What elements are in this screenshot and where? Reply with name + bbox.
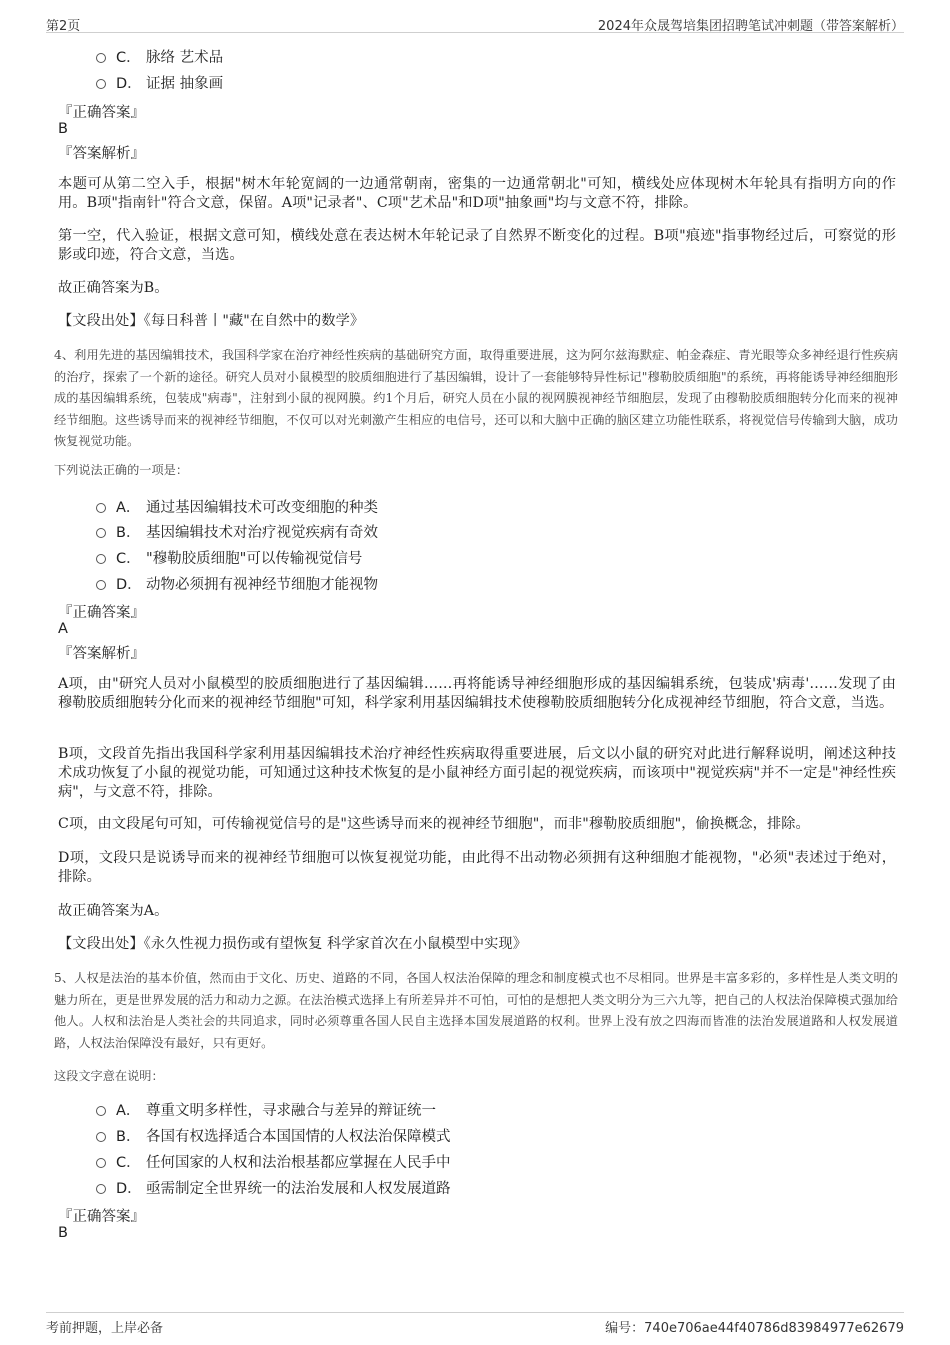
radio-icon[interactable] [96, 79, 106, 89]
question-prompt: 下列说法正确的一项是： [54, 463, 189, 477]
q5-option-c[interactable]: C． 任何国家的人权和法治根基都应掌握在人民手中 [96, 1150, 451, 1172]
document-id: 编号：740e706ae44f40786d83984977e62679 [605, 1321, 904, 1336]
answer-label: 『正确答案』 [58, 605, 145, 621]
source-citation: 【文段出处】《每日科普丨"藏"在自然中的数学》 [58, 313, 365, 329]
option-text: 任何国家的人权和法治根基都应掌握在人民手中 [146, 1154, 451, 1171]
radio-icon[interactable] [96, 1184, 106, 1194]
option-text: 各国有权选择适合本国国情的人权法治保障模式 [146, 1128, 451, 1145]
analysis-paragraph: B项，文段首先指出我国科学家利用基因编辑技术治疗神经性疾病取得重要进展，后文以小鼠的研究对此进行解释说明，阐述这种技术成功恢复了小鼠的视觉功能，可知通过这种技术恢复的是小鼠神经方面引起的视觉疾病，而该项中"视觉疾病"并不一定是"神经性疾病"，与文意不符，排除。 [58, 746, 896, 800]
option-text: "穆勒胶质细胞"可以传输视觉信号 [146, 550, 363, 567]
radio-icon[interactable] [96, 528, 106, 538]
question-text: 5、人权是法治的基本价值，然而由于文化、历史、道路的不同，各国人权法治保障的理念和制度模式也不尽相同。世界是丰富多彩的，多样性是人类文明的魅力所在，更是世界发展的活力和动力之源。在法治模式选择上有所差异并不可怕，可怕的是想把人类文明分为三六九等，把自己的人权法治保障模式强加给他人。人权和法治是人类社会的共同追求，同时必须尊重各国人民自主选择本国发展道路的权利。世界上没有放之四海而皆准的法治发展道路和人权发展道路，人权法治保障没有最好，只有更好。 [54, 971, 898, 1050]
radio-icon[interactable] [96, 1106, 106, 1116]
question-text: 4、利用先进的基因编辑技术，我国科学家在治疗神经性疾病的基础研究方面，取得重要进展，这为阿尔兹海默症、帕金森症、青光眼等众多神经退行性疾病的治疗，探索了一个新的途径。研究人员对小鼠模型的胶质细胞进行了基因编辑，设计了一套能够特异性标记"穆勒胶质细胞"的系统，再将能诱导神经细胞形成的基因编辑系统，包装成"病毒"，注射到小鼠的视网膜。约1个月后，研究人员在小鼠的视网膜视神经节细胞层，发现了由穆勒胶质细胞转分化而来的视神经节细胞。这些诱导而来的视神经节细胞，不仅可以对光刺激产生相应的电信号，还可以和大脑中正确的脑区建立功能性联系，将视觉信号传输到大脑，成功恢复视觉功能。 [54, 348, 898, 448]
analysis-conclusion: 故正确答案为B。 [58, 280, 169, 296]
answer-label: 『正确答案』 [58, 1209, 145, 1225]
option-text: 亟需制定全世界统一的法治发展和人权发展道路 [146, 1180, 451, 1197]
radio-icon[interactable] [96, 53, 106, 63]
radio-icon[interactable] [96, 1158, 106, 1168]
analysis-paragraph: A项，由"研究人员对小鼠模型的胶质细胞进行了基因编辑……再将能诱导神经细胞形成的基因编辑系统，包装成'病毒'……发现了由穆勒胶质细胞转分化而来的视神经节细胞"可知，科学家利用基因编辑技术使穆勒胶质细胞转分化成视神经节细胞，符合文意，当选。 [58, 676, 896, 711]
option-text: 基因编辑技术对治疗视觉疾病有奇效 [146, 524, 378, 541]
q5-option-a[interactable]: A． 尊重文明多样性，寻求融合与差异的辩证统一 [96, 1098, 436, 1120]
radio-icon[interactable] [96, 503, 106, 513]
option-text: 动物必须拥有视神经节细胞才能视物 [146, 576, 378, 593]
option-text: 证据 抽象画 [146, 75, 224, 92]
source-citation: 【文段出处】《永久性视力损伤或有望恢复 科学家首次在小鼠模型中实现》 [58, 936, 527, 952]
footer-slogan: 考前押题，上岸必备 [46, 1321, 164, 1336]
q3-option-c[interactable]: C． 脉络 艺术品 [96, 45, 223, 67]
option-text: 脉络 艺术品 [146, 49, 224, 66]
q5-option-d[interactable]: D． 亟需制定全世界统一的法治发展和人权发展道路 [96, 1176, 451, 1198]
question-prompt: 这段文字意在说明： [54, 1069, 164, 1083]
option-text: 通过基因编辑技术可改变细胞的种类 [146, 499, 378, 516]
answer-value: B [58, 121, 68, 137]
answer-label: 『正确答案』 [58, 105, 145, 121]
page-number: 第2页 [46, 19, 81, 34]
document-title: 2024年众晟驾培集团招聘笔试冲刺题（带答案解析） [597, 19, 904, 34]
q4-option-a[interactable]: A． 通过基因编辑技术可改变细胞的种类 [96, 495, 378, 517]
answer-value: B [58, 1225, 68, 1241]
radio-icon[interactable] [96, 1132, 106, 1142]
q4-option-d[interactable]: D． 动物必须拥有视神经节细胞才能视物 [96, 572, 378, 594]
q4-option-b[interactable]: B． 基因编辑技术对治疗视觉疾病有奇效 [96, 520, 378, 542]
page-footer [46, 1312, 904, 1335]
q4-option-c[interactable]: C． "穆勒胶质细胞"可以传输视觉信号 [96, 546, 362, 568]
analysis-label: 『答案解析』 [58, 646, 145, 662]
page-header [46, 12, 904, 33]
q3-option-d[interactable]: D． 证据 抽象画 [96, 71, 223, 93]
analysis-paragraph: D项，文段只是说诱导而来的视神经节细胞可以恢复视觉功能，由此得不出动物必须拥有这种细胞才能视物，"必须"表述过于绝对，排除。 [58, 850, 896, 885]
analysis-label: 『答案解析』 [58, 146, 145, 162]
q5-option-b[interactable]: B． 各国有权选择适合本国国情的人权法治保障模式 [96, 1124, 451, 1146]
answer-value: A [58, 621, 68, 637]
analysis-conclusion: 故正确答案为A。 [58, 903, 169, 919]
analysis-paragraph: C项，由文段尾句可知，可传输视觉信号的是"这些诱导而来的视神经节细胞"，而非"穆勒胶质细胞"，偷换概念，排除。 [58, 816, 810, 832]
analysis-paragraph: 本题可从第二空入手，根据"树木年轮宽阔的一边通常朝南，密集的一边通常朝北"可知，横线处应体现树木年轮具有指明方向的作用。B项"指南针"符合文意，保留。A项"记录者"、C项"艺术品"和D项"抽象画"均与文意不符，排除。 [58, 176, 896, 211]
option-text: 尊重文明多样性，寻求融合与差异的辩证统一 [146, 1102, 436, 1119]
radio-icon[interactable] [96, 554, 106, 564]
radio-icon[interactable] [96, 580, 106, 590]
analysis-paragraph: 第一空，代入验证，根据文意可知，横线处意在表达树木年轮记录了自然界不断变化的过程。B项"痕迹"指事物经过后，可察觉的形影或印迹，符合文意，当选。 [58, 228, 896, 263]
